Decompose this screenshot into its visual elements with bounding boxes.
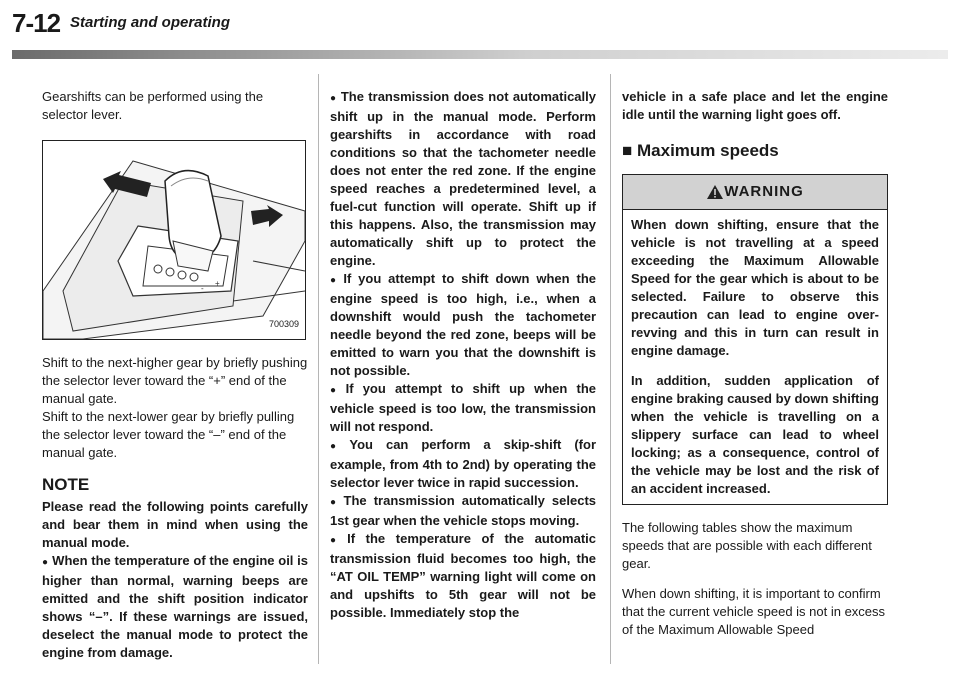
bullet-icon [330, 437, 349, 452]
down-shift-text: When down shifting, it is important to confirm that the current vehicle speed is not in excess of the Maximum Allowable Speed [622, 586, 886, 637]
warning-paragraph-2: In addition, sudden application of engine braking caused by down shifting when the vehicle is travelling on a slippery surface can lead to wheel locking; as a consequence, control of the vehicle may be lost and the risk of an accident increased. [631, 373, 879, 496]
middle-column [330, 88, 596, 622]
warning-triangle-icon [706, 184, 724, 200]
bullet-icon [330, 271, 343, 286]
warning-box [622, 174, 888, 505]
bullet-icon [330, 89, 341, 104]
note-bullet-2: ● The transmission does not automatically shift up in the manual mode. Perform gearshifts in accordance with road conditions so that the tachometer needle does not enter the red zone. If the engine speed reaches a predetermined level, a fuel-cut function will operate. Shift up if this happens. Also, the transmission may automatically shift up to protect the engine. [330, 88, 596, 270]
section-title: Starting and operating [70, 14, 231, 31]
note-bullet-5: ● You can perform a skip-shift (for example, from 4th to 2nd) by operating the selector lever twice in rapid succession. [330, 436, 596, 492]
note-bullet-1: ● When the temperature of the engine oil is higher than normal, warning beeps are emitted and the shift position indicator shows “–”. If these warnings are issued, deselect the manual mode to protect the engine from damage. [42, 552, 308, 662]
intro-text: Gearshifts can be performed using the selector lever. [42, 89, 264, 122]
header-rule [12, 50, 948, 59]
selector-lever-figure [42, 140, 306, 340]
note-intro: Please read the following points carefully and bear them in mind when using the manual mode. [42, 499, 308, 550]
right-column [622, 88, 888, 639]
note-bullet-6: ● The transmission automatically selects 1st gear when the vehicle stops moving. [330, 492, 596, 530]
svg-text:-: - [201, 284, 204, 293]
page-header [12, 8, 948, 48]
warning-body [623, 210, 887, 504]
svg-text:+: + [215, 279, 220, 288]
shift-up-text: Shift to the next-higher gear by briefly pushing the selector lever toward the “+” end of the manual gate. [42, 355, 308, 406]
note-bullet-4: ● If you attempt to shift up when the vehicle speed is too low, the transmission will not respond. [330, 380, 596, 436]
bullet-icon [330, 493, 344, 508]
figure-code: 700309 [268, 319, 299, 329]
warning-title: WARNING [724, 183, 804, 200]
note-bullet-7: ● If the temperature of the automatic transmission fluid becomes too high, the “AT OIL TEMP” warning light will come on and upshifts to 5th gear will not be possible. Immediately stop the [330, 530, 596, 622]
page-number: 7-12 [12, 8, 61, 38]
tables-intro: The following tables show the maximum speeds that are possible with each different gear. [622, 520, 872, 571]
warning-header [623, 175, 887, 210]
note-bullet-7-continued: vehicle in a safe place and let the engine idle until the warning light goes off. [622, 89, 888, 122]
column-divider-2 [610, 74, 611, 664]
note-bullet-3: ● If you attempt to shift down when the engine speed is too high, i.e., when a downshift would push the tachometer needle beyond the red zone, beeps will be emitted to warn you that the downshift is not possible. [330, 270, 596, 380]
shift-down-text: Shift to the next-lower gear by briefly pulling the selector lever toward the “–” end of the manual gate. [42, 409, 295, 460]
selector-lever-illustration [43, 141, 305, 339]
warning-paragraph-1: When down shifting, ensure that the vehicle is not travelling at a speed exceeding the Maximum Allowable Speed for the gear which is about to be selected. Failure to observe this precaution can lead to engine over-revving and this in turn can result in engine damage. [631, 217, 879, 358]
column-divider-1 [318, 74, 319, 664]
note-heading: NOTE [42, 475, 90, 494]
bullet-icon [42, 553, 52, 568]
bullet-icon [330, 531, 347, 546]
maximum-speeds-heading: ■ Maximum speeds [622, 141, 779, 160]
square-bullet-icon: ■ [622, 141, 633, 160]
bullet-icon [330, 381, 346, 396]
left-column [42, 88, 308, 662]
